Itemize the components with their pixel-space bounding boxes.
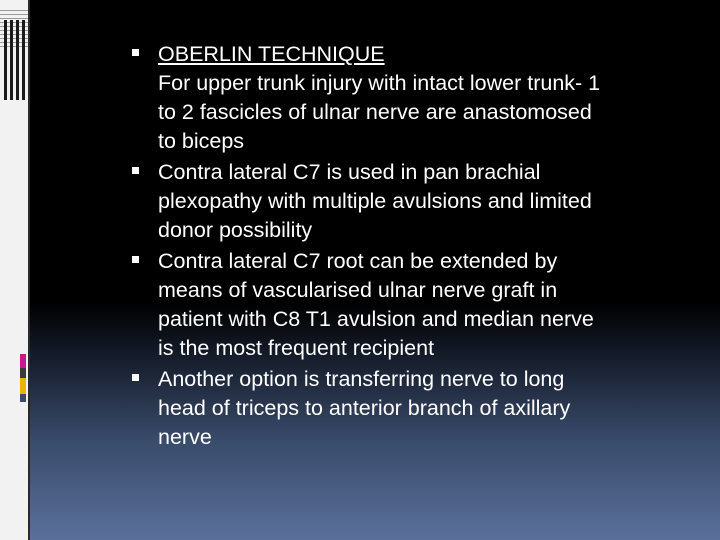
accent-dark-block xyxy=(20,368,26,378)
square-bullet-icon xyxy=(132,49,139,56)
bullet-line: means of vascularised ulnar nerve graft in xyxy=(158,278,558,302)
bullet-line: Another option is transferring nerve to long xyxy=(158,367,565,391)
bullet-list xyxy=(130,40,705,454)
bullet-line: to biceps xyxy=(158,129,245,153)
bullet-item xyxy=(130,247,705,363)
bullet-line: plexopathy with multiple avulsions and limited xyxy=(158,189,592,213)
square-bullet-icon xyxy=(132,167,139,174)
accent-blue-block xyxy=(20,394,26,402)
bullet-line: Contra lateral C7 root can be extended by xyxy=(158,249,558,273)
bullet-line: donor possibility xyxy=(158,218,313,242)
bullet-line: patient with C8 T1 avulsion and median nerve xyxy=(158,307,594,331)
bullet-line: to 2 fascicles of ulnar nerve are anastomosed xyxy=(158,100,592,124)
bullet-line: Contra lateral C7 is used in pan brachial xyxy=(158,160,541,184)
accent-magenta-block xyxy=(20,354,26,368)
bullet-item xyxy=(130,40,705,156)
bullet-item xyxy=(130,158,705,245)
bullet-heading: OBERLIN TECHNIQUE xyxy=(158,42,385,66)
bullet-line: nerve xyxy=(158,425,212,449)
bullet-line: For upper trunk injury with intact lower trunk- 1 xyxy=(158,71,601,95)
square-bullet-icon xyxy=(132,374,139,381)
square-bullet-icon xyxy=(132,256,139,263)
bullet-line: head of triceps to anterior branch of axillary xyxy=(158,396,571,420)
bullet-line: is the most frequent recipient xyxy=(158,336,435,360)
bullet-item xyxy=(130,365,705,452)
accent-yellow-block xyxy=(20,378,26,394)
rail-edge xyxy=(28,0,30,540)
